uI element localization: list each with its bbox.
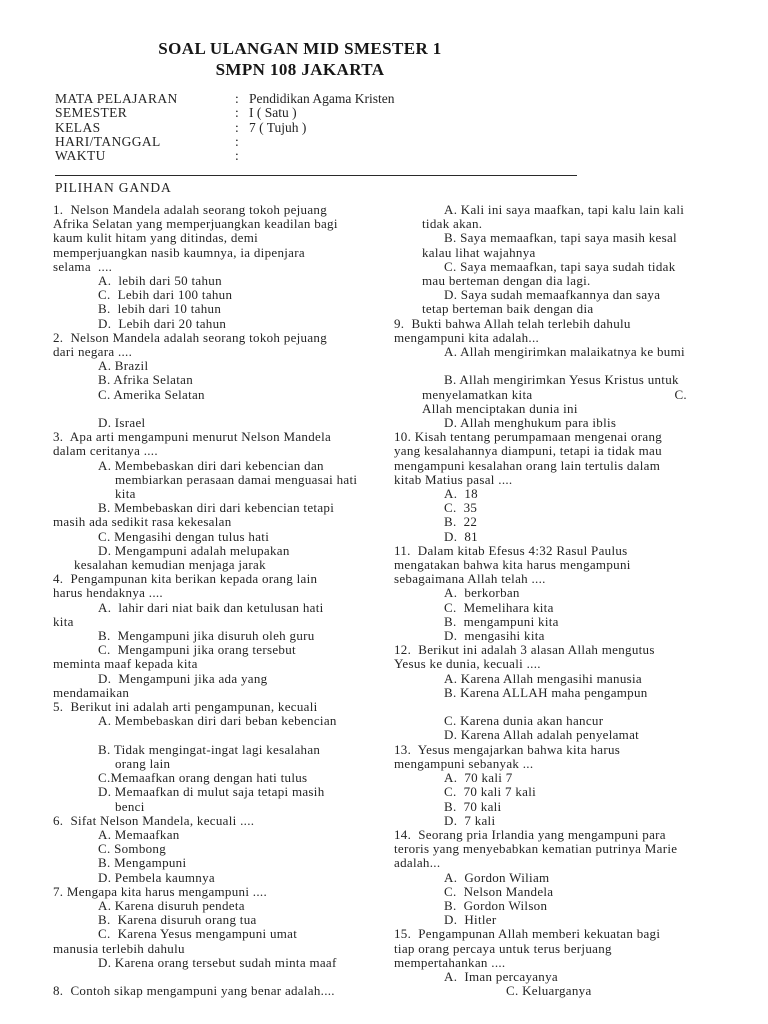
divider-line	[55, 175, 577, 176]
info-colon: :	[235, 105, 239, 121]
text-line: A. Karena Allah mengasihi manusia	[444, 670, 642, 686]
text-line: A. berkorban	[444, 585, 520, 601]
text-line: D. Pembela kaumnya	[98, 869, 215, 885]
text-line: dalam ceritanya ....	[53, 443, 158, 459]
text-line: C. Mengasihi dengan tulus hati	[98, 528, 270, 544]
text-line: menyelamatkan kita C.	[422, 386, 687, 402]
text-line: A. 70 kali 7	[444, 770, 513, 786]
text-line: D. Hitler	[444, 912, 497, 928]
info-label: KELAS	[55, 119, 101, 135]
text-line: mendamaikan	[53, 684, 130, 700]
text-line: 8. Contoh sikap mengampuni yang benar adalah....	[53, 983, 335, 999]
text-line: Afrika Selatan yang memperjuangkan keadilan bagi	[53, 216, 338, 232]
text-line: A. 18	[444, 486, 478, 502]
text-line: C. 35	[444, 500, 478, 516]
text-line: 7. Mengapa kita harus mengampuni ....	[53, 883, 267, 899]
text-line: D. Memaafkan di mulut saja tetapi masih	[98, 784, 325, 800]
text-line: 13. Yesus mengajarkan bahwa kita harus	[394, 741, 621, 757]
text-line: B. 22	[444, 514, 478, 530]
text-line: C. Keluarganya	[506, 983, 592, 999]
text-line: A. Membebaskan diri dari kebencian dan	[98, 457, 324, 473]
text-line: B. Tidak mengingat-ingat lagi kesalahan	[98, 741, 321, 757]
text-line: D. Allah menghukum para iblis	[444, 415, 617, 431]
text-line: C. Amerika Selatan	[98, 386, 205, 402]
text-line: 4. Pengampunan kita berikan kepada orang lain	[53, 571, 318, 587]
text-line: 2. Nelson Mandela adalah seorang tokoh pejuang	[53, 329, 328, 345]
text-line: C. Memelihara kita	[444, 599, 554, 615]
text-line: C. Lebih dari 100 tahun	[98, 287, 233, 303]
text-line: mengampuni kesalahan orang lain tertulis dalam	[394, 457, 661, 473]
info-label: WAKTU	[55, 148, 106, 164]
text-line: B. mengampuni kita	[444, 613, 559, 629]
text-line: C. 70 kali 7 kali	[444, 784, 537, 800]
text-line: C. Nelson Mandela	[444, 883, 554, 899]
text-line: C.Memaafkan orang dengan hati tulus	[98, 770, 308, 786]
text-line: benci	[115, 798, 145, 814]
text-line: masih ada sedikit rasa kekesalan	[53, 514, 232, 530]
blank-line	[394, 359, 766, 373]
text-line: 15. Pengampunan Allah memberi kekuatan bagi	[394, 926, 661, 942]
text-line: selama ....	[53, 258, 113, 274]
text-line: Allah menciptakan dunia ini	[422, 400, 578, 416]
text-line: C. Sombong	[98, 841, 167, 857]
right-column	[394, 203, 766, 998]
info-row	[55, 135, 615, 149]
info-row	[55, 121, 615, 135]
text-line: kesalahan kemudian menjaga jarak	[74, 557, 266, 573]
text-line: memperjuangkan nasib kaumnya, ia dipenjara	[53, 244, 305, 260]
text-line: B. Afrika Selatan	[98, 372, 193, 388]
text-line: A. Karena disuruh pendeta	[98, 897, 245, 913]
text-line: B. Karena ALLAH maha pengampun	[444, 684, 648, 700]
text-line: A. Memaafkan	[98, 826, 180, 842]
blank-line	[394, 700, 766, 714]
title-line-1: SOAL ULANGAN MID SMESTER 1	[158, 39, 442, 58]
title-line-2: SMPN 108 JAKARTA	[215, 60, 385, 79]
text-line: 5. Berikut ini adalah arti pengampunan, kecuali	[53, 699, 318, 715]
info-row	[55, 92, 615, 106]
text-line: 11. Dalam kitab Efesus 4:32 Rasul Paulus	[394, 542, 628, 558]
text-line: A. lebih dari 50 tahun	[98, 273, 222, 289]
text-line: mengampuni kita adalah...	[394, 329, 540, 345]
text-line: tiap orang percaya untuk terus berjuang	[394, 940, 612, 956]
text-line: B. Mengampuni	[98, 855, 187, 871]
document-title	[55, 38, 545, 80]
text-line: B. lebih dari 10 tahun	[98, 301, 222, 317]
text-line: kita	[115, 486, 136, 502]
text-line: D. mengasihi kita	[444, 628, 545, 644]
text-line: D. 7 kali	[444, 812, 496, 828]
info-value: 7 ( Tujuh )	[249, 119, 307, 135]
text-line: D. Israel	[98, 415, 146, 431]
text-line: B. Allah mengirimkan Yesus Kristus untuk	[444, 372, 679, 388]
text-line: mempertahankan ....	[394, 954, 506, 970]
text-line: D. Lebih dari 20 tahun	[98, 315, 227, 331]
text-line: 6. Sifat Nelson Mandela, kecuali ....	[53, 812, 255, 828]
info-label: SEMESTER	[55, 105, 128, 121]
text-line: membiarkan perasaan damai menguasai hati	[115, 471, 358, 487]
info-value	[249, 149, 615, 163]
info-value: I ( Satu )	[249, 105, 297, 121]
exam-info-table	[55, 92, 615, 163]
text-line: 9. Bukti bahwa Allah telah terlebih dahulu	[394, 315, 631, 331]
text-line: tidak akan.	[422, 216, 483, 232]
text-line: kaum kulit hitam yang ditindas, demi	[53, 230, 259, 246]
text-line: Yesus ke dunia, kecuali ....	[394, 656, 541, 672]
text-line: D. 81	[444, 528, 478, 544]
text-line: A. Brazil	[98, 358, 149, 374]
text-line: dari negara ....	[53, 344, 133, 360]
text-line: meminta maaf kepada kita	[53, 656, 198, 672]
text-line: 3. Apa arti mengampuni menurut Nelson Mandela	[53, 429, 332, 445]
text-line: B. Karena disuruh orang tua	[98, 912, 257, 928]
text-line: B. Mengampuni jika disuruh oleh guru	[98, 628, 315, 644]
text-line: C. Mengampuni jika orang tersebut	[98, 642, 296, 658]
left-column	[53, 203, 389, 998]
text-line: A. Gordon Wiliam	[444, 869, 550, 885]
text-line: C. Saya memaafkan, tapi saya sudah tidak	[444, 258, 676, 274]
info-value	[249, 135, 615, 149]
text-line: tetap berteman baik dengan dia	[422, 301, 594, 317]
text-line: kita	[53, 613, 74, 629]
blank-line	[53, 970, 389, 984]
text-line: 10. Kisah tentang perumpamaan mengenai orang	[394, 429, 663, 445]
text-line: A. Kali ini saya maafkan, tapi kalu lain kali	[444, 202, 685, 217]
blank-line	[53, 402, 389, 416]
info-colon: :	[235, 91, 239, 106]
text-line: kitab Matius pasal ....	[394, 471, 513, 487]
text-line: kalau lihat wajahnya	[422, 244, 536, 260]
text-line: sebagaimana Allah telah ....	[394, 571, 546, 587]
text-line: harus hendaknya ....	[53, 585, 163, 601]
text-line: mengampuni sebanyak ...	[394, 755, 534, 771]
text-line: C. Karena Yesus mengampuni umat	[98, 926, 298, 942]
section-heading: PILIHAN GANDA	[55, 180, 172, 195]
text-line: C. Karena dunia akan hancur	[444, 713, 604, 729]
info-label: MATA PELAJARAN	[55, 91, 178, 106]
info-row	[55, 149, 615, 163]
text-line: yang kesalahannya diampuni, tetapi ia tidak mau	[394, 443, 662, 459]
info-label: HARI/TANGGAL	[55, 133, 161, 149]
info-row	[55, 106, 615, 120]
text-line: 14. Seorang pria Irlandia yang mengampuni para	[394, 826, 666, 842]
text-line: B. Membebaskan diri dari kebencian tetapi	[98, 500, 335, 516]
info-value: Pendidikan Agama Kristen	[249, 91, 395, 106]
text-line: teroris yang menyebabkan kematian putrinya Marie	[394, 841, 678, 857]
text-line: mau berteman dengan dia lagi.	[422, 273, 591, 289]
text-line: D. Saya sudah memaafkannya dan saya	[444, 287, 661, 303]
text-line: 12. Berikut ini adalah 3 alasan Allah mengutus	[394, 642, 655, 658]
info-colon: :	[235, 119, 239, 135]
text-line: adalah...	[394, 855, 441, 871]
text-line: D. Mengampuni adalah melupakan	[98, 542, 290, 558]
text-line: orang lain	[115, 755, 171, 771]
text-line: B. Gordon Wilson	[444, 897, 548, 913]
blank-line	[53, 729, 389, 743]
text-line: mengatakan bahwa kita harus mengampuni	[394, 557, 631, 573]
text-line: D. Mengampuni jika ada yang	[98, 670, 268, 686]
text-line: A. Allah mengirimkan malaikatnya ke bumi	[444, 344, 685, 360]
text-line: B. Saya memaafkan, tapi saya masih kesal	[444, 230, 677, 246]
text-line: A. lahir dari niat baik dan ketulusan hati	[98, 599, 324, 615]
info-colon: :	[235, 148, 239, 164]
text-line: B. 70 kali	[444, 798, 502, 814]
text-line: 1. Nelson Mandela adalah seorang tokoh pejuang	[53, 202, 328, 217]
text-line: manusia terlebih dahulu	[53, 940, 185, 956]
info-colon: :	[235, 133, 239, 149]
text-line: D. Karena Allah adalah penyelamat	[444, 727, 640, 743]
text-line: A. Membebaskan diri dari beban kebencian	[98, 713, 337, 729]
text-line: D. Karena orang tersebut sudah minta maaf	[98, 954, 337, 970]
text-line: A. Iman percayanya	[444, 968, 558, 984]
